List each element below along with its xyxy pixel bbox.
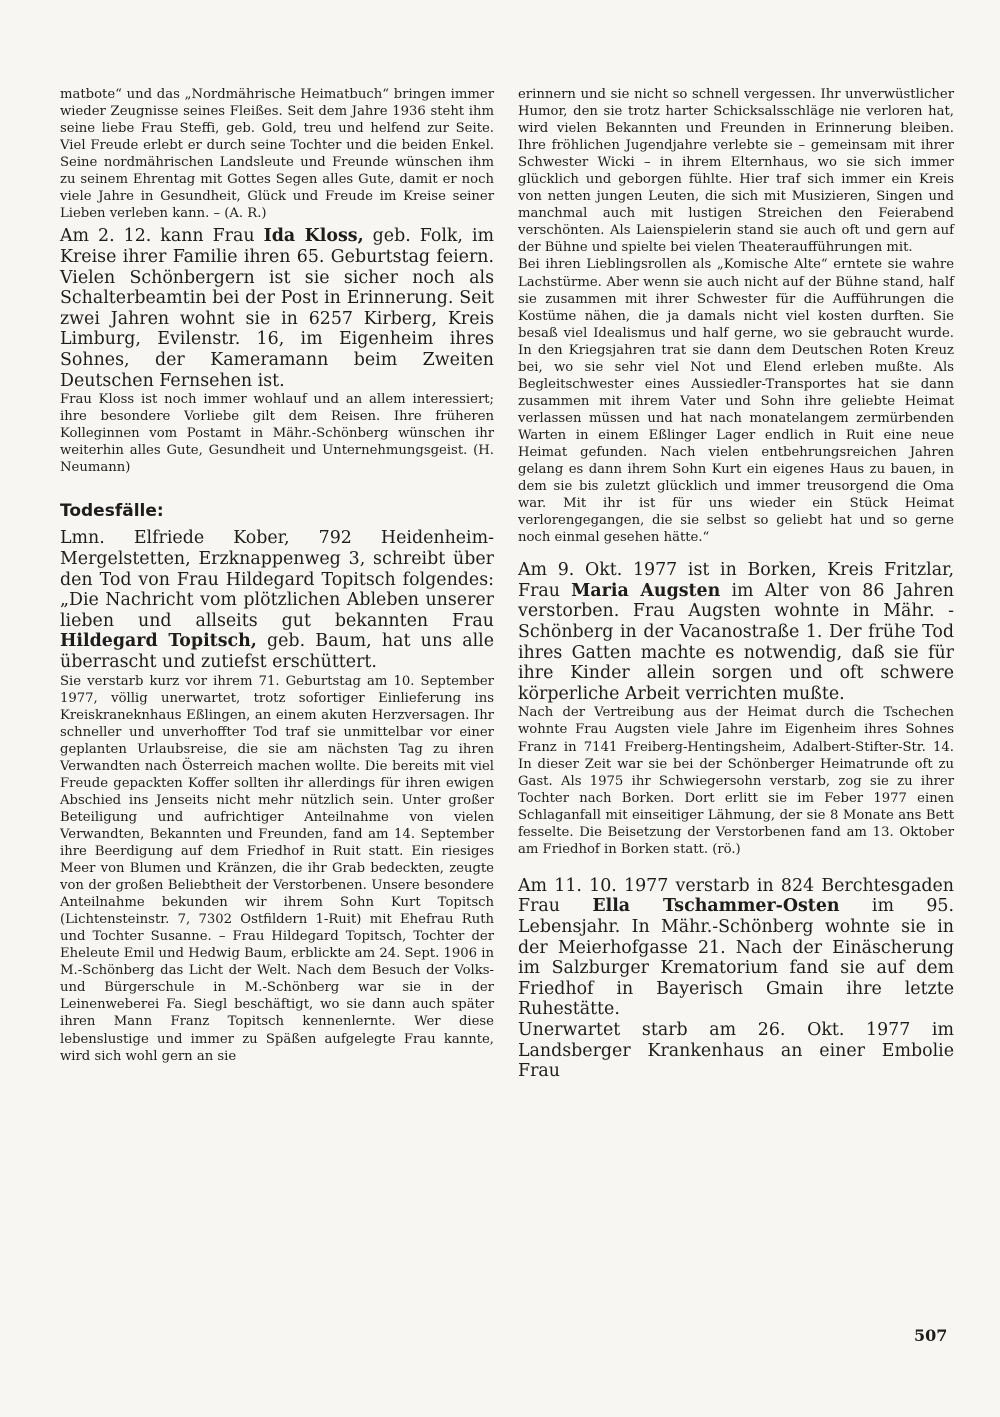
left-column <box>60 86 494 1065</box>
paragraph-topitsch-intro <box>60 528 494 672</box>
text-run: Am 2. 12. kann Frau <box>60 226 264 247</box>
paragraph-augsten-details: Nach der Vertreibung aus der Heimat durch die Tschechen wohnte Frau Augsten viele Jahre im Eigenheim ihres Sohnes Franz in 7141 Freiberg-Hentingsheim, Adalbert-Stifter-Str. 14. In dieser Zeit war sie bei der Schönberger Heimatrunde oft zu Gast. Als 1975 ihr Schwiegersohn verstarb, zog sie zu ihrer Tochter nach Borken. Dort erlitt sie im Feber 1977 einen Schlaganfall mit einseitiger Lähmung, der sie 8 Monate ans Bett fesselte. Die Beisetzung der Verstorbenen fand am 13. Oktober am Friedhof in Borken statt. (rö.) <box>518 705 954 857</box>
person-name: Maria Augsten <box>571 580 721 601</box>
text-run: Am 9. Okt. 1977 ist in Borken, Kreis Fritzlar, Frau <box>518 560 954 601</box>
paragraph-landsberg: Unerwartet starb am 26. Okt. 1977 im Landsberger Krankenhaus an einer Embolie Frau <box>518 1020 954 1082</box>
person-name: Hildegard Topitsch, <box>60 631 257 652</box>
section-heading-deaths: Todesfälle: <box>60 501 164 522</box>
paragraph-ida-kloss <box>60 226 494 391</box>
paragraph-kloss-details: Frau Kloss ist noch immer wohlauf und an allem interessiert; ihre besondere Vorliebe gilt dem Reisen. Ihre früheren Kolleginnen vom Postamt in Mähr.-Schönberg wünschen ihr weiterhin alles Gute, Gesundheit und Unternehmungsgeist. (H. Neumann) <box>60 392 494 476</box>
text-run: geb. Folk, im Kreise ihrer Familie ihren 65. Geburtstag feiern. Vielen Schönbergern ist sie sicher noch als Schalterbeamtin bei der Post in Erinnerung. Seit zwei Jahren wohnt sie in 6257 Kirberg, Kreis Limburg, Evilenstr. 16, im Eigenheim ihres Sohnes, der Kameramann beim Zweiten Deutschen Fernsehen ist. <box>60 226 495 391</box>
person-name: Ella Tschammer-Osten <box>592 896 840 917</box>
paragraph-ella-tschammer-osten <box>518 876 954 1020</box>
paragraph-topitsch-roles: Bei ihren Lieblingsrollen als „Komische Alte“ erntete sie wahre Lachstürme. Aber wenn sie auch nicht auf der Bühne stand, half sie zusammen mit ihrer Schwester für die Aufführungen die Kostüme nähen, die ja damals nicht viel kosten durften. Sie besaß viel Idealismus und half gerne, wo sie gebraucht wurde. In den Kriegsjahren trat sie dann dem Deutschen Roten Kreuz bei, wo sie sehr viel Not und Elend erleben mußte. Als Begleitschwester eines Aussiedler-Transportes hat sie dann zusammen mit ihrem Vater und Sohn ihre geliebte Heimat verlassen müssen und hat nach monatelangem zermürbenden Warten in einem Eßlinger Lager endlich in Ruit eine neue Heimat gefunden. Nach vielen entbehrungsreichen Jahren gelang es dann ihrem Sohn Kurt ein eigenes Haus zu bauen, in dem sie bis zuletzt glücklich und immer treusorgend die Oma war. Mit ihr ist für uns wieder ein Stück Heimat verlorengegangen, die sie selbst so geliebt hat und so gerne noch einmal gesehen hätte.“ <box>518 257 954 546</box>
paragraph-maria-augsten <box>518 560 954 704</box>
text-run: im Alter von 86 Jahren verstorben. Frau Augsten wohnte in Mähr. -Schönberg in der Vacanostraße 1. Der frühe Tod ihres Gatten machte es notwendig, daß sie für ihre Kinder allein sorgen und oft schwere körperliche Arbeit verrichten mußte. <box>518 580 954 704</box>
text-run: Lmn. Elfriede Kober, 792 Heidenheim-Mergelstetten, Erzknappenweg 3, schreibt über den Tod von Frau Hildegard Topitsch folgendes: „Die Nachricht vom plötzlichen Ableben unserer lieben und allseits gut bekannten Frau <box>60 528 494 631</box>
page-number: 507 <box>914 1326 948 1345</box>
right-column <box>518 86 954 1082</box>
text-run: im 95. Lebensjahr. In Mähr.-Schönberg wohnte sie in der Meierhofgasse 21. Nach der Einäscherung im Salzburger Krematorium fand sie auf dem Friedhof in Bayerisch Gmain ihre letzte Ruhestätte. <box>518 896 954 1020</box>
person-name: Ida Kloss, <box>263 226 364 247</box>
paragraph-birthday-ar: matbote“ und das „Nordmährische Heimatbuch“ bringen immer wieder Zeugnisse seines Fleißes. Seit dem Jahre 1936 steht ihm seine liebe Frau Steffi, geb. Gold, treu und helfend zur Seite. Viel Freude erlebt er durch seine Tochter und die beiden Enkel. Seine nordmährischen Landsleute und Freunde wünschen ihm zu seinem Ehrentag mit Gottes Segen alles Gute, damit er noch viele Jahre in Gesundheit, Glück und Freude im Kreise seiner Lieben verleben kann. – (A. R.) <box>60 87 494 222</box>
paragraph-topitsch-details: Sie verstarb kurz vor ihrem 71. Geburtstag am 10. September 1977, völlig unerwartet, trotz sofortiger Einlieferung ins Kreiskraneknhaus Eßlingen, an einem akuten Herzversagen. Ihr schneller und unverhoffter Tod traf sie unmittelbar vor einer geplanten Urlaubsreise, die sie am nächsten Tag zu ihren Verwandten nach Österreich machen wollte. Die bereits mit viel Freude gepackten Koffer sollten ihr allerdings für ihren ewigen Abschied ins Jenseits nicht mehr nützlich sein. Unter großer Beteiligung und aufrichtiger Anteilnahme von vielen Verwandten, Bekannten und Freunden, fand am 14. September ihre Beerdigung auf dem Friedhof in Ruit statt. Ein riesiges Meer von Blumen und Kränzen, die ihr Grab bedeckten, zeugte von der großen Beliebtheit der Verstorbenen. Unsere besondere Anteilnahme bekunden wir ihrem Sohn Kurt Topitsch (Lichtensteinstr. 7, 7302 Ostfildern 1-Ruit) mit Ehefrau Ruth und Tochter Susanne. – Frau Hildegard Topitsch, Tochter der Eheleute Emil und Hedwig Baum, erblickte am 24. Sept. 1906 in M.-Schönberg das Licht der Welt. Nach dem Besuch der Volks- und Bürgerschule in M.-Schönberg war sie in der Leinenweberei Fa. Siegl beschäftigt, wo sie dann auch später ihren Mann Franz Topitsch kennenlernte. Wer diese lebenslustige und immer zu Späßen aufgelegte Frau kannte, wird sich wohl gern an sie <box>60 673 494 1064</box>
paragraph-topitsch-memories: erinnern und sie nicht so schnell vergessen. Ihr unverwüstlicher Humor, den sie trotz harter Schicksalsschläge nie verloren hat, wird vielen Bekannten und Freunden in Erinnerung bleiben. Ihre fröhlichen Jugendjahre verlebte sie – gemeinsam mit ihrer Schwester Wicki – in ihrem Elternhaus, wo sie sich immer glücklich und geborgen fühlte. Hier traf sich immer ein Kreis von netten jungen Leuten, die sich mit Musizieren, Singen und manchmal auch mit lustigen Streichen den Feierabend verschönten. Als Laienspielerin stand sie auch oft und gern auf der Bühne und spielte bei vielen Theateraufführungen mit. <box>518 87 954 256</box>
text-run: geb. Baum, hat uns alle überrascht und zutiefst erschüttert. <box>60 631 494 672</box>
text-run: Am 11. 10. 1977 verstarb in 824 Berchtesgaden Frau <box>518 875 954 917</box>
